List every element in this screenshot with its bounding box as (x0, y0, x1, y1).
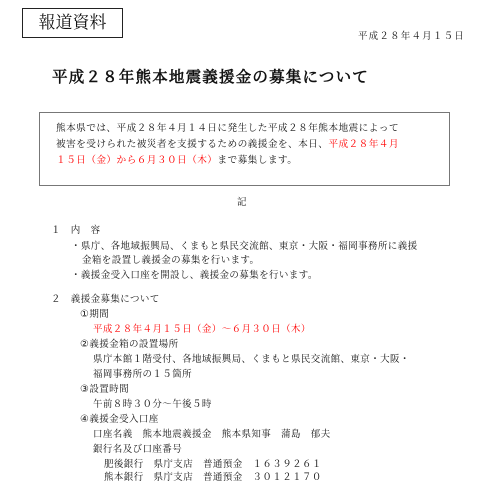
item-1-label-row (80, 306, 109, 320)
ki-heading: 記 (237, 197, 247, 208)
intro-highlight-date-start: 平成２８年４月 (328, 139, 399, 150)
item-3-label-row (80, 381, 129, 395)
bank-heading: 銀行名及び口座番号 (93, 444, 183, 455)
press-release-label: 報道資料 (22, 8, 123, 38)
item-3-label: 設置時間 (89, 384, 129, 395)
item-2-line-1: 県庁本館１階受付、各地域振興局、くまもと県民交流館、東京・大阪・ (93, 354, 410, 365)
item-1-marker: ① (80, 309, 90, 320)
section-1-bullet-2: ・義援金受入口座を開設し、義援金の募集を行います。 (71, 270, 318, 281)
section-1-bullet-1-line-2: 金箱を設置し義援金の募集を行います。 (82, 255, 260, 266)
item-1-value: 平成２８年４月１５日（金）～６月３０日（木） (93, 324, 311, 335)
item-1-label: 期間 (89, 309, 110, 320)
item-2-label-row (80, 336, 178, 350)
item-4-label-row (80, 411, 159, 425)
item-4-label: 義援金受入口座 (89, 414, 159, 425)
intro-line-2 (56, 137, 439, 153)
intro-line-2-text: 被害を受けられた被災者を支援するための義援金を、本日、 (56, 139, 329, 150)
item-2-line-2: 福岡事務所の１５箇所 (93, 369, 193, 380)
item-2-label: 義援金箱の設置場所 (89, 339, 179, 350)
item-4-marker: ④ (80, 414, 90, 425)
item-3-value: 午前８時３０分～午後５時 (93, 399, 212, 410)
intro-highlight-period: １５日（金）から６月３０日（木） (56, 155, 218, 166)
release-date: 平成２８年４月１５日 (357, 31, 465, 42)
bank-account-higo: 肥後銀行 県庁支店 普通預金 １６３９２６１ (104, 459, 322, 470)
item-3-marker: ③ (80, 384, 90, 395)
page-title: 平成２８年熊本地震義援金の募集について (52, 68, 369, 86)
account-holder: 口座名義 熊本地震義援金 熊本県知事 蒲島 郁夫 (93, 429, 331, 440)
item-2-marker: ② (80, 339, 90, 350)
section-1-heading: １ 内 容 (51, 225, 101, 236)
intro-box (39, 112, 450, 186)
intro-line-3 (56, 153, 439, 169)
section-2-heading: ２ 義援金募集について (51, 294, 160, 305)
intro-line-3-text: まで募集します。 (217, 155, 298, 166)
intro-line-1: 熊本県では、平成２８年４月１４日に発生した平成２８年熊本地震によって (56, 123, 399, 134)
section-1-bullet-1-line-1: ・県庁、各地域振興局、くまもと県民交流館、東京・大阪・福岡事務所に義援 (71, 241, 418, 252)
bank-account-kumamoto: 熊本銀行 県庁支店 普通預金 ３０１２１７０ (104, 472, 322, 483)
